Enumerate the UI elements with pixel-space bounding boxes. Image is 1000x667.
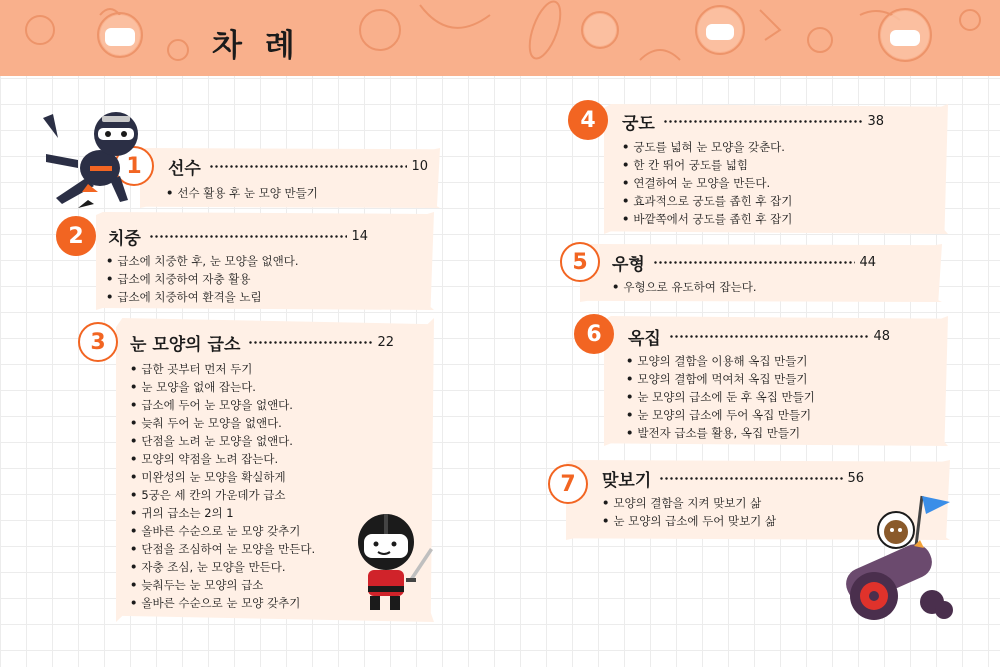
list-item: • 미완성의 눈 모양을 확실하게 xyxy=(130,468,315,486)
list-item: • 한 칸 뛰어 궁도를 넓힘 xyxy=(622,156,792,174)
list-item: • 선수 활용 후 눈 모양 만들기 xyxy=(166,184,318,202)
list-item: • 눈 모양의 급소에 두어 맞보기 삶 xyxy=(602,512,776,530)
section-number-badge: 1 xyxy=(114,146,154,186)
list-item: • 바깥쪽에서 궁도를 좁힌 후 잡기 xyxy=(622,210,792,228)
section-title: 눈 모양의 급소 xyxy=(130,335,241,355)
section-title-row[interactable] xyxy=(130,330,394,355)
leader-dots xyxy=(663,119,864,124)
page-number: 56 xyxy=(847,471,864,486)
leader-dots xyxy=(659,476,843,481)
list-item: • 늦춰 두어 눈 모양을 없앤다. xyxy=(130,414,315,432)
section-number-badge: 5 xyxy=(560,242,600,282)
list-item: • 늦춰두는 눈 모양의 급소 xyxy=(130,576,315,594)
section-title-row[interactable] xyxy=(602,466,864,491)
page-number: 44 xyxy=(859,255,876,270)
section-number-badge: 7 xyxy=(548,464,588,504)
section-items xyxy=(612,278,757,296)
section-items xyxy=(626,352,815,442)
list-item: • 우형으로 유도하여 잡는다. xyxy=(612,278,757,296)
list-item: • 급소에 치중한 후, 눈 모양을 없앤다. xyxy=(106,252,298,270)
page-number: 48 xyxy=(873,329,890,344)
list-item: • 급소에 두어 눈 모양을 없앤다. xyxy=(130,396,315,414)
list-item: • 단점을 노려 눈 모양을 없앤다. xyxy=(130,432,315,450)
list-item: • 효과적으로 궁도를 좁힌 후 잡기 xyxy=(622,192,792,210)
section-items xyxy=(602,494,776,530)
list-item: • 귀의 급소는 2의 1 xyxy=(130,504,315,522)
section-items xyxy=(166,184,318,202)
section-items xyxy=(622,138,792,228)
header-banner xyxy=(0,0,1000,76)
page-number: 38 xyxy=(867,114,884,129)
section-title: 선수 xyxy=(168,159,201,179)
list-item: • 올바른 수순으로 눈 모양 갖추기 xyxy=(130,594,315,612)
list-item: • 5궁은 세 칸의 가운데가 급소 xyxy=(130,486,315,504)
section-number-badge: 4 xyxy=(568,100,608,140)
section-title-row[interactable] xyxy=(108,224,368,249)
list-item: • 눈 모양의 급소에 두어 옥집 만들기 xyxy=(626,406,815,424)
page-title: 차 례 xyxy=(212,28,301,64)
section-items xyxy=(106,252,298,306)
page-number: 10 xyxy=(411,159,428,174)
leader-dots xyxy=(669,334,870,339)
list-item: • 단점을 조심하여 눈 모양을 만든다. xyxy=(130,540,315,558)
cartoon-pattern-decoration xyxy=(0,0,1000,76)
list-item: • 눈 모양을 없애 잡는다. xyxy=(130,378,315,396)
list-item: • 급소에 치중하여 환격을 노림 xyxy=(106,288,298,306)
list-item: • 발전자 급소를 활용, 옥집 만들기 xyxy=(626,424,815,442)
section-title: 맞보기 xyxy=(602,471,652,491)
cannon-character-illustration xyxy=(834,486,964,636)
list-item: • 눈 모양의 급소에 둔 후 옥집 만들기 xyxy=(626,388,815,406)
ninja-character-illustration xyxy=(38,98,148,208)
section-title: 궁도 xyxy=(622,114,655,134)
section-title-row[interactable] xyxy=(612,250,876,275)
list-item: • 급소에 치중하여 자충 활용 xyxy=(106,270,298,288)
section-title-row[interactable] xyxy=(628,324,890,349)
list-item: • 올바른 수순으로 눈 모양 갖추기 xyxy=(130,522,315,540)
list-item: • 모양의 결함에 먹여쳐 옥집 만들기 xyxy=(626,370,815,388)
section-number-badge: 2 xyxy=(56,216,96,256)
section-number-badge: 6 xyxy=(574,314,614,354)
leader-dots xyxy=(209,164,408,169)
list-item: • 자충 조심, 눈 모양을 만든다. xyxy=(130,558,315,576)
list-item: • 모양의 결함을 지켜 맞보기 삶 xyxy=(602,494,776,512)
list-item: • 모양의 결함을 이용해 옥집 만들기 xyxy=(626,352,815,370)
list-item: • 연결하여 눈 모양을 만든다. xyxy=(622,174,792,192)
leader-dots xyxy=(248,340,373,345)
leader-dots xyxy=(653,260,856,265)
page-number: 22 xyxy=(377,335,394,350)
leader-dots xyxy=(149,234,348,239)
knight-character-illustration xyxy=(350,508,440,618)
section-number-badge: 3 xyxy=(78,322,118,362)
section-title: 옥집 xyxy=(628,329,661,349)
page-number: 14 xyxy=(351,229,368,244)
list-item: • 궁도를 넓혀 눈 모양을 갖춘다. xyxy=(622,138,792,156)
section-title-row[interactable] xyxy=(168,154,428,179)
section-items xyxy=(130,360,315,612)
section-title: 치중 xyxy=(108,229,141,249)
section-title: 우형 xyxy=(612,255,645,275)
section-title-row[interactable] xyxy=(622,109,884,134)
list-item: • 급한 곳부터 먼저 두기 xyxy=(130,360,315,378)
list-item: • 모양의 약점을 노려 잡는다. xyxy=(130,450,315,468)
